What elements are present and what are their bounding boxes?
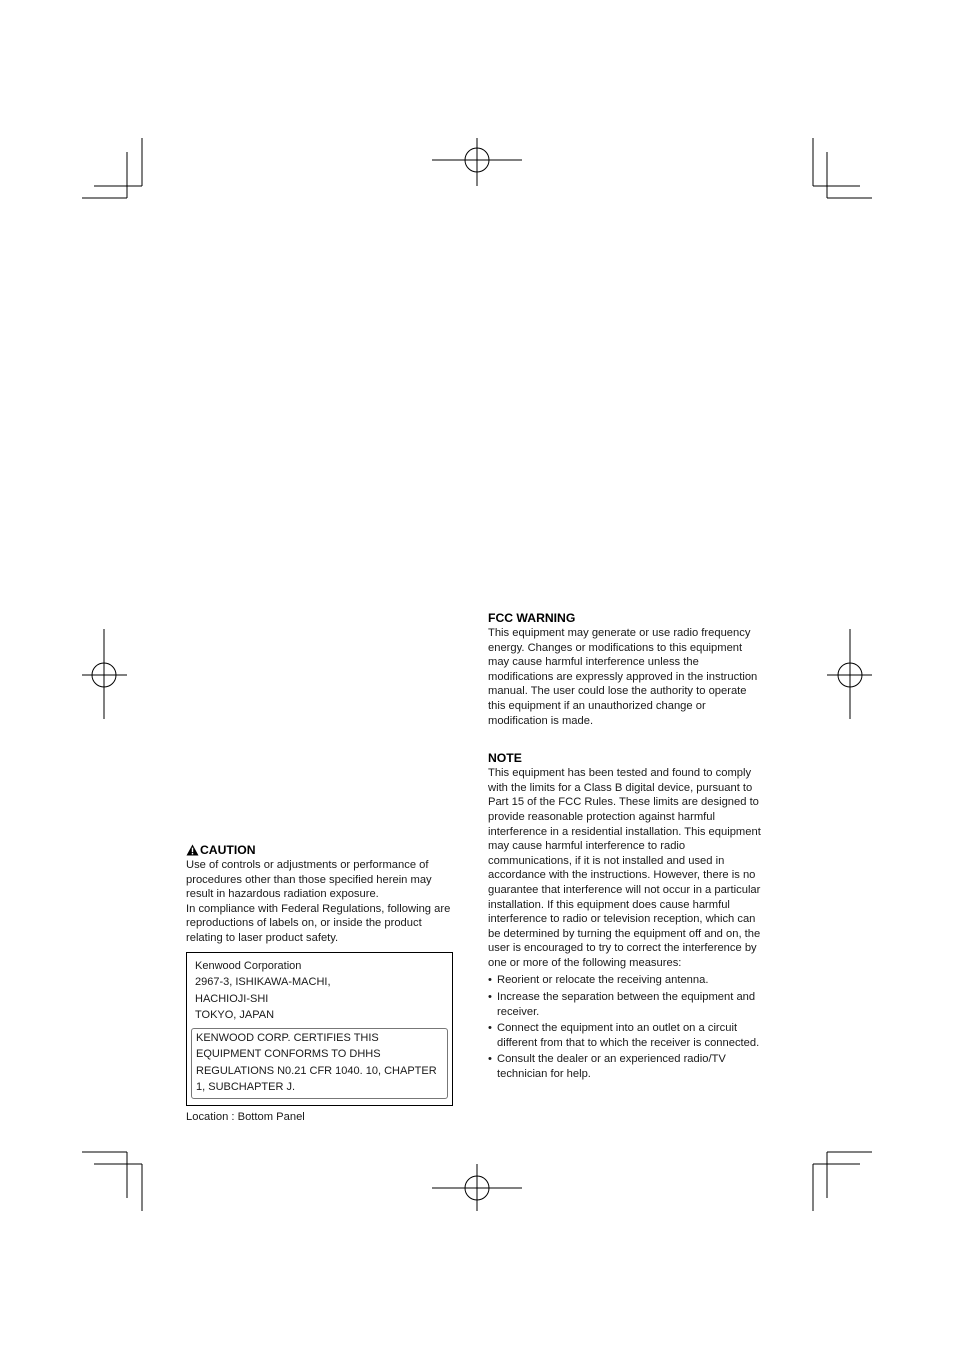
manufacturer-address <box>195 958 446 1028</box>
registration-mark-top <box>432 138 522 186</box>
list-item: • Reorient or relocate the receiving antenna. <box>488 973 764 988</box>
address-line: 2967-3, ISHIKAWA-MACHI, <box>195 976 331 989</box>
warning-triangle-icon <box>186 844 199 856</box>
fcc-warning-body: This equipment may generate or use radio frequency energy. Changes or modifications to this equipment may cause harmful interference unless the modifications are expressly approved in the instruction manual. The user could lose the authority to operate this equipment if an unauthorized change or modification is made. <box>488 627 758 727</box>
crop-mark-bottom-left <box>82 1152 142 1211</box>
address-line: TOKYO, JAPAN <box>195 1009 275 1022</box>
note-heading: NOTE <box>488 751 522 766</box>
registration-mark-right <box>827 629 872 719</box>
fcc-warning-block <box>488 610 764 728</box>
list-item: • Increase the separation between the equipment and receiver. <box>488 990 764 1019</box>
caution-paragraph-2: In compliance with Federal Regulations, following are reproductions of labels on, or inside the product relating to laser product safety. <box>186 902 451 944</box>
label-location: Location : Bottom Panel <box>186 1110 305 1123</box>
note-block <box>488 750 764 1081</box>
caution-paragraph-1: Use of controls or adjustments or performance of procedures other than those specified herein may result in hazardous radiation exposure. <box>186 859 432 901</box>
caution-heading <box>186 842 456 858</box>
note-body: This equipment has been tested and found to comply with the limits for a Class B digital device, pursuant to Part 15 of the FCC Rules. These limits are designed to provide reasonable protection against harmful interference in a residential installation. This equipment may cause harmful interference to radio communications, if it is not installed and used in accordance with the instructions. However, there is no guarantee that interference will not occur in a particular installation. If this equipment does cause harmful interference to radio or television reception, which can be determined by turning the equipment off and on, the user is encouraged to try to correct the interference by one or more of the following measures: <box>488 767 761 969</box>
fcc-warning-heading: FCC WARNING <box>488 611 576 625</box>
registration-mark-bottom <box>432 1164 522 1211</box>
crop-mark-top-left <box>82 138 142 198</box>
crop-mark-bottom-right <box>813 1152 872 1211</box>
certification-statement: KENWOOD CORP. CERTIFIES THIS EQUIPMENT CONFORMS TO DHHS REGULATIONS N0.21 CFR 1040. 10, CHAPTER 1, SUBCHAPTER J. <box>191 1028 448 1099</box>
address-line: Kenwood Corporation <box>195 959 302 972</box>
fcc-section <box>488 610 764 1084</box>
laser-safety-label <box>186 952 453 1106</box>
crop-mark-top-right <box>813 138 872 198</box>
interference-measures-list <box>488 973 764 1081</box>
caution-section <box>186 842 456 1124</box>
registration-mark-left <box>82 629 127 719</box>
caution-heading-text: CAUTION <box>200 843 256 857</box>
list-item: • Consult the dealer or an experienced radio/TV technician for help. <box>488 1052 764 1081</box>
address-line: HACHIOJI-SHI <box>195 992 269 1005</box>
list-item: • Connect the equipment into an outlet on a circuit different from that to which the receiver is connected. <box>488 1021 764 1050</box>
